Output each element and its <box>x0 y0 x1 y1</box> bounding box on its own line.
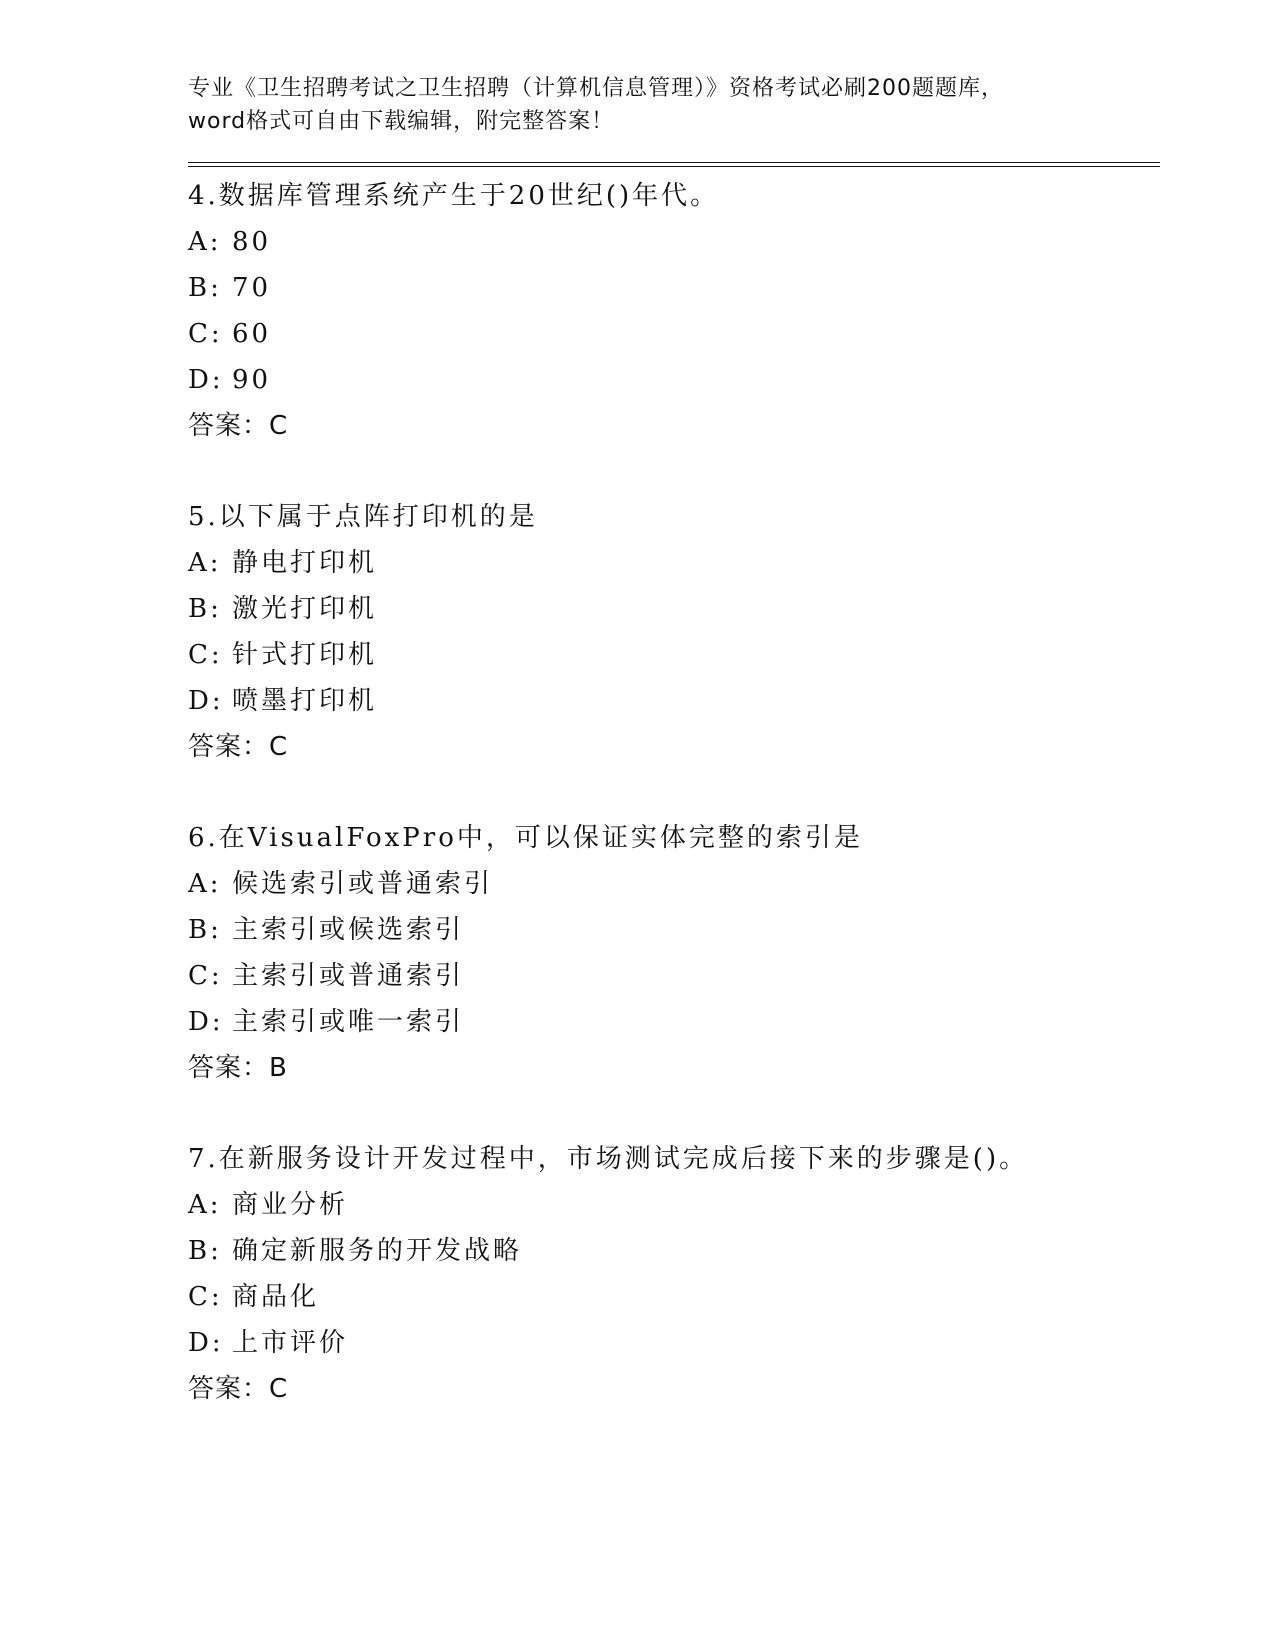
option-text: 90 <box>232 365 272 395</box>
option-letter: B: <box>188 273 222 303</box>
option-text: 候选索引或普通索引 <box>232 869 494 899</box>
answer-text: 答案：C <box>188 1374 289 1404</box>
option-text: 商业分析 <box>232 1190 349 1220</box>
option-letter: C: <box>188 961 223 991</box>
option-letter: B: <box>188 915 222 945</box>
option-letter: D: <box>188 686 224 716</box>
option-b <box>188 1228 1160 1274</box>
option-d <box>188 357 1160 403</box>
option-a <box>188 1182 1160 1228</box>
option-text: 70 <box>232 273 272 303</box>
option-text: 80 <box>232 227 272 257</box>
answer-text: 答案：B <box>188 1053 288 1083</box>
option-b <box>188 586 1160 632</box>
option-letter: D: <box>188 1328 224 1358</box>
option-d <box>188 999 1160 1045</box>
option-text: 60 <box>232 319 272 349</box>
option-text: 商品化 <box>232 1282 320 1312</box>
question-block <box>188 815 1160 1091</box>
option-b <box>188 265 1160 311</box>
option-c <box>188 953 1160 999</box>
option-text: 确定新服务的开发战略 <box>232 1236 523 1266</box>
question-text: 4.数据库管理系统产生于20世纪()年代。 <box>188 181 720 211</box>
document-page <box>188 72 1160 1412</box>
option-a <box>188 540 1160 586</box>
option-letter: C: <box>188 1282 223 1312</box>
option-letter: C: <box>188 319 223 349</box>
question-block <box>188 173 1160 449</box>
option-letter: A: <box>188 1190 222 1220</box>
option-letter: A: <box>188 227 222 257</box>
spacer <box>188 449 1160 494</box>
option-a <box>188 861 1160 907</box>
option-c <box>188 1274 1160 1320</box>
option-text: 静电打印机 <box>232 548 378 578</box>
option-b <box>188 907 1160 953</box>
option-letter: D: <box>188 1007 224 1037</box>
option-letter: B: <box>188 1236 222 1266</box>
spacer <box>188 770 1160 815</box>
option-letter: A: <box>188 548 222 578</box>
option-letter: C: <box>188 640 223 670</box>
option-text: 主索引或唯一索引 <box>232 1007 465 1037</box>
option-a <box>188 219 1160 265</box>
option-text: 针式打印机 <box>232 640 378 670</box>
option-c <box>188 632 1160 678</box>
document-header-line-2: word格式可自由下载编辑，附完整答案！ <box>188 109 615 134</box>
option-text: 主索引或普通索引 <box>232 961 465 991</box>
question-text: 7.在新服务设计开发过程中，市场测试完成后接下来的步骤是()。 <box>188 1144 1029 1174</box>
option-c <box>188 311 1160 357</box>
question-block <box>188 494 1160 770</box>
spacer <box>188 1091 1160 1136</box>
answer-text: 答案：C <box>188 732 289 762</box>
option-text: 喷墨打印机 <box>232 686 378 716</box>
answer-text: 答案：C <box>188 411 289 441</box>
option-text: 主索引或候选索引 <box>232 915 465 945</box>
option-letter: D: <box>188 365 224 395</box>
option-letter: A: <box>188 869 222 899</box>
document-header-line-1: 专业《卫生招聘考试之卫生招聘（计算机信息管理）》资格考试必刷200题题库， <box>188 76 1004 101</box>
question-text: 6.在VisualFoxPro中，可以保证实体完整的索引是 <box>188 823 863 853</box>
question-block <box>188 1136 1160 1412</box>
option-text: 上市评价 <box>232 1328 349 1358</box>
header-divider <box>188 162 1160 167</box>
question-text: 5.以下属于点阵打印机的是 <box>188 502 538 532</box>
option-letter: B: <box>188 594 222 624</box>
option-d <box>188 678 1160 724</box>
option-d <box>188 1320 1160 1366</box>
option-text: 激光打印机 <box>232 594 378 624</box>
